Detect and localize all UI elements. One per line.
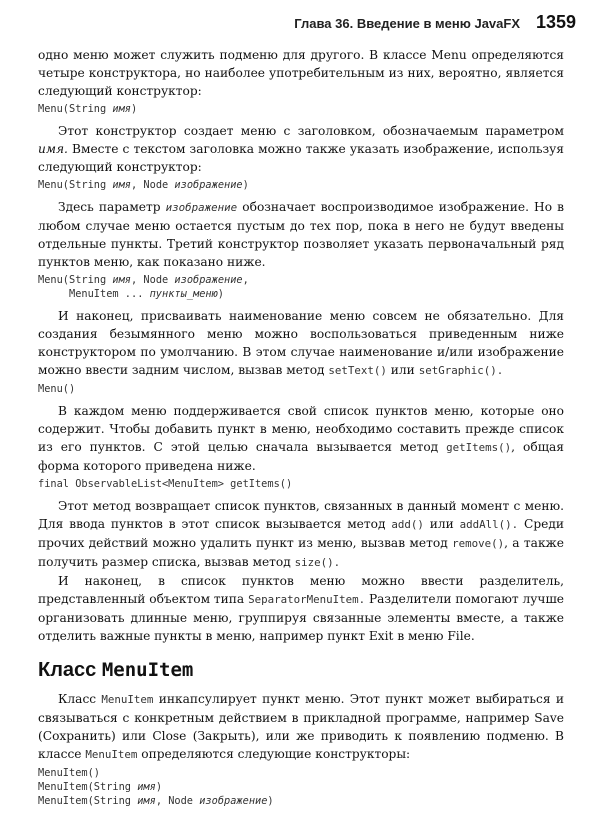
code-menu-constructor-1: Menu(String имя): [38, 103, 138, 115]
paragraph-1: одно меню может служить подменю для другого. В классе Menu определяются четыре конструктора, но наиболее употребительным из них, вероятно, является следующий конструктор:: [38, 48, 564, 98]
code-getitems: final ObservableList<MenuItem> getItems(): [38, 478, 293, 490]
code-menu-constructor-3: Menu(String имя, Node изображение, MenuItem ... пункты_меню): [38, 274, 249, 300]
paragraph-5: В каждом меню поддерживается свой список пунктов меню, которые оно содержит. Чтобы добавить пункт в меню, необходимо составить прежде список из его пунктов. С этой целью сначала вызывается метод getItems(), общая форма которого приведена ниже.: [38, 404, 564, 473]
paragraph-6: Этот метод возвращает список пунктов, связанных в данный момент с меню. Для ввода пунктов в этот список вызывается метод add() или addAll(). Среди прочих действий можно удалить пункт из меню, вызвав метод remove(), а также получить размер списка, вызвав метод size().: [38, 499, 565, 569]
code-menuitem-constructors: MenuItem() MenuItem(String имя) MenuItem(String имя, Node изображение): [38, 767, 274, 807]
code-menu-default-constructor: Menu(): [38, 383, 76, 395]
section-heading: Класс MenuItem: [38, 659, 194, 681]
paragraph-3: Здесь параметр изображение обозначает воспроизводимое изображение. Но в любом случае меню остается пустым до тех пор, пока в него не будут введены отдельные пункты. Третий конструктор позволяет указать первоначальный ряд пунктов меню, как показано ниже.: [38, 200, 564, 269]
chapter-title: Глава 36. Введение в меню JavaFX: [294, 16, 520, 31]
paragraph-7: И наконец, в список пунктов меню можно ввести разделитель, представленный объектом типа SeparatorMenuItem. Разделители помогают лучше организовать длинные меню, группируя связанные элементы вместе, а также отделить важные пункты в меню, например пункт Exit в меню File.: [38, 574, 565, 643]
paragraph-8: Класс MenuItem инкапсулирует пункт меню. Этот пункт может выбираться и связываться с конкретным действием в прикладной программе, например Save (Сохранить) или Close (Закрыть), или же приводить к появлению подменю. В классе MenuItem определяются следующие конструкторы:: [38, 692, 565, 761]
paragraph-4: И наконец, присваивать наименование меню совсем не обязательно. Для создания безымянного меню можно воспользоваться приведенным ниже конструктором по умолчанию. В этом случае наименование и/или изображение можно ввести задним числом, вызвав метод setText() или setGraphic().: [38, 309, 564, 377]
code-menu-constructor-2: Menu(String имя, Node изображение): [38, 179, 249, 191]
paragraph-2: Этот конструктор создает меню с заголовком, обозначаемым параметром имя. Вместе с текстом заголовка можно также указать изображение, используя следующий конструктор:: [38, 124, 564, 174]
page-body: [38, 46, 564, 814]
page-number: 1359: [535, 12, 576, 32]
running-header: [0, 8, 600, 34]
